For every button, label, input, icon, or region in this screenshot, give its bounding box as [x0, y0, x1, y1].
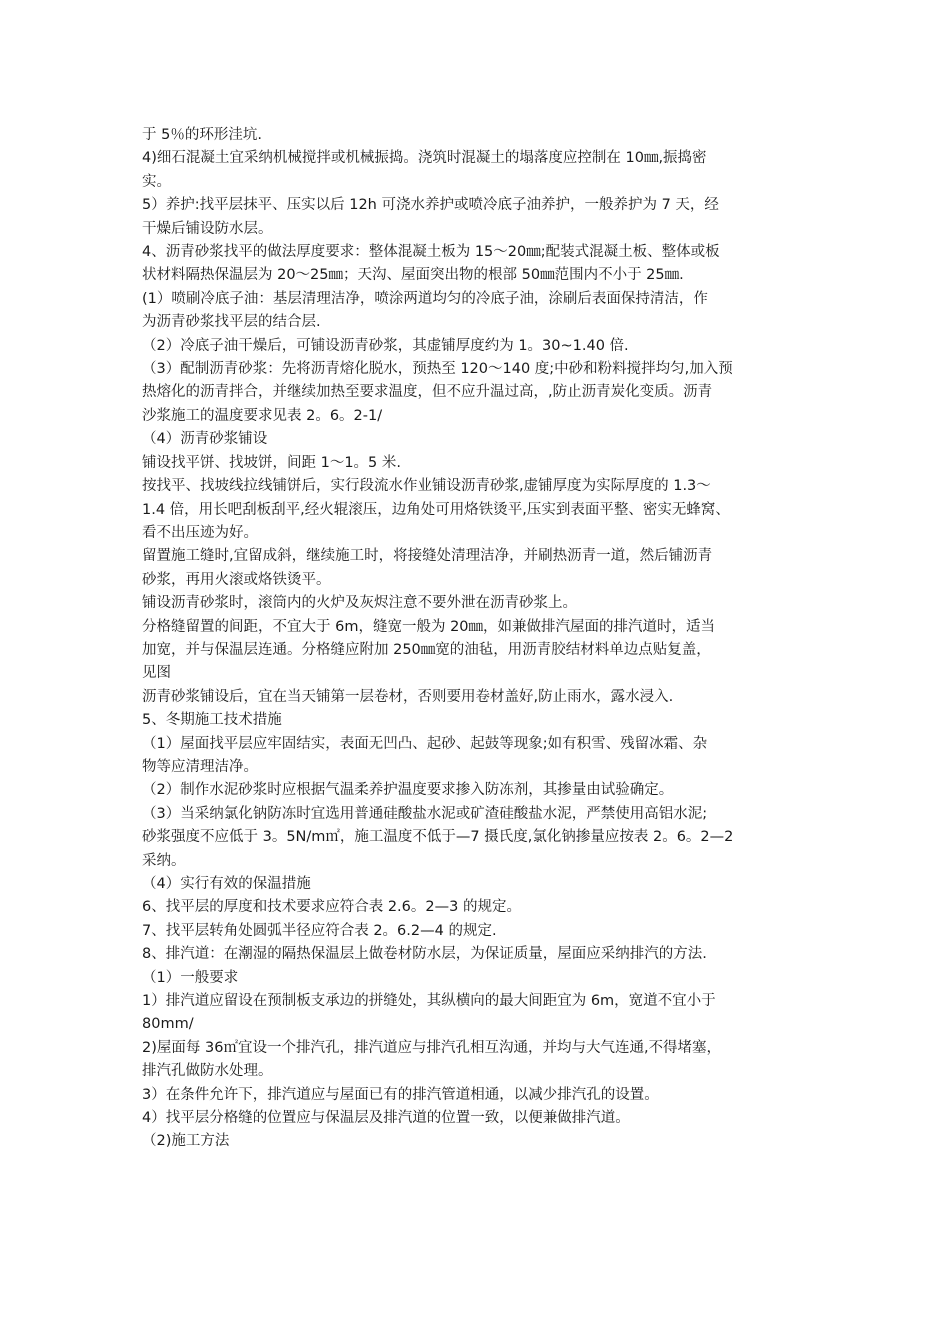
- text-line: 排汽孔做防水处理。: [142, 1063, 273, 1080]
- text-line: 7、找平层转角处圆弧半径应符合表 2。6.2—4 的规定.: [142, 922, 497, 939]
- text-line: 铺设沥青砂浆时，滚筒内的火炉及灰烬注意不要外泄在沥青砂浆上。: [142, 595, 577, 612]
- text-line: 干燥后铺设防水层。: [142, 220, 273, 237]
- text-line: 1）排汽道应留设在预制板支承边的拼缝处，其纵横向的最大间距宜为 6m，宽道不宜小于: [142, 993, 716, 1010]
- text-line: 80mm/: [142, 1016, 194, 1033]
- text-line: （3）配制沥青砂浆：先将沥青熔化脱水，预热至 120～140 度;中砂和粉料搅拌均匀,加入预: [142, 361, 733, 378]
- text-line: 砂浆强度不应低于 3。5N/m㎡，施工温度不低于—7 摄氏度,氯化钠掺量应按表 2。6。2—2: [142, 829, 734, 846]
- text-line: 看不出压迹为好。: [142, 524, 258, 541]
- text-line: （1）一般要求: [142, 969, 239, 986]
- text-line: 分格缝留置的间距，不宜大于 6m，缝宽一般为 20㎜，如兼做排汽屋面的排汽道时，适当: [142, 618, 716, 635]
- text-line: （3）当采纳氯化钠防冻时宜选用普通硅酸盐水泥或矿渣硅酸盐水泥，严禁使用高铝水泥;: [142, 805, 708, 822]
- text-line: （2)施工方法: [142, 1133, 230, 1150]
- text-line: （1）屋面找平层应牢固结实，表面无凹凸、起砂、起鼓等现象;如有积雪、残留冰霜、杂: [142, 735, 708, 752]
- text-line: 8、排汽道：在潮湿的隔热保温层上做卷材防水层，为保证质量，屋面应采纳排汽的方法.: [142, 946, 707, 963]
- text-line: 4、沥青砂浆找平的做法厚度要求：整体混凝土板为 15～20㎜;配装式混凝土板、整体或板: [142, 244, 720, 261]
- text-line: 3）在条件允许下，排汽道应与屋面已有的排汽管道相通，以减少排汽孔的设置。: [142, 1086, 659, 1103]
- text-line: （4）实行有效的保温措施: [142, 876, 311, 892]
- text-line: 实。: [142, 173, 171, 190]
- text-line: 加宽，并与保温层连通。分格缝应附加 250㎜宽的油毡，用沥青胶结材料单边点贴复盖，: [142, 641, 711, 658]
- text-line: 沙浆施工的温度要求见表 2。6。2-1/: [142, 407, 383, 424]
- text-line: （2）制作水泥砂浆时应根据气温柔养护温度要求掺入防冻剂，其掺量由试验确定。: [142, 782, 674, 799]
- text-line: 物等应清理洁净。: [142, 758, 258, 775]
- text-line: 6、找平层的厚度和技术要求应符合表 2.6。2—3 的规定。: [142, 899, 521, 916]
- text-line: 1.4 倍，用长吧刮板刮平,经火辊滚压，边角处可用烙铁烫平,压实到表面平整、密实无蜂窝、: [142, 501, 730, 518]
- text-line: 砂浆，再用火滚或烙铁烫平。: [142, 571, 331, 588]
- text-line: （4）沥青砂浆铺设: [142, 431, 268, 448]
- text-line: 热熔化的沥青拌合，并继续加热至要求温度，但不应升温过高，,防止沥青炭化变质。沥青: [142, 384, 713, 401]
- text-line: 2)屋面每 36㎡宜设一个排汽孔，排汽道应与排汽孔相互沟通，并均与大气连通,不得堵塞，: [142, 1039, 722, 1056]
- text-line: 按找平、找坡线拉线铺饼后，实行段流水作业铺设沥青砂浆,虚铺厚度为实际厚度的 1.3～: [142, 478, 711, 495]
- text-line: （2）冷底子油干燥后，可铺设沥青砂浆，其虚铺厚度约为 1。30~1.40 倍.: [142, 337, 629, 354]
- text-line: 状材料隔热保温层为 20～25㎜；天沟、屋面突出物的根部 50㎜范围内不小于 25㎜.: [142, 267, 684, 284]
- text-line: 铺设找平饼、找坡饼，间距 1～1。5 米.: [142, 454, 402, 471]
- text-line: 5、冬期施工技术措施: [142, 712, 282, 729]
- text-line: 沥青砂浆铺设后，宜在当天铺第一层卷材，否则要用卷材盖好,防止雨水，露水浸入.: [142, 688, 674, 705]
- text-line: 4)细石混凝土宜采纳机械搅拌或机械振捣。浇筑时混凝土的塌落度应控制在 10㎜,振捣密: [142, 150, 707, 167]
- text-line: 于 5％的环形洼坑.: [142, 127, 262, 143]
- text-line: 留置施工缝时,宜留成斜，继续施工时，将接缝处清理洁净，并刷热沥青一道，然后铺沥青: [142, 548, 713, 565]
- text-line: 5）养护:找平层抹平、压实以后 12h 可浇水养护或喷冷底子油养护，一般养护为 7 天，经: [142, 197, 719, 214]
- text-line: (1）喷刷冷底子油：基层清理洁净，喷涂两道均匀的冷底子油，涂刷后表面保持清洁，作: [142, 290, 708, 307]
- text-line: 为沥青砂浆找平层的结合层.: [142, 314, 321, 331]
- text-line: 见图: [142, 665, 171, 682]
- text-line: 4）找平层分格缝的位置应与保温层及排汽道的位置一致，以便兼做排汽道。: [142, 1110, 630, 1127]
- document-body: [142, 124, 820, 1154]
- text-line: 采纳。: [142, 852, 186, 869]
